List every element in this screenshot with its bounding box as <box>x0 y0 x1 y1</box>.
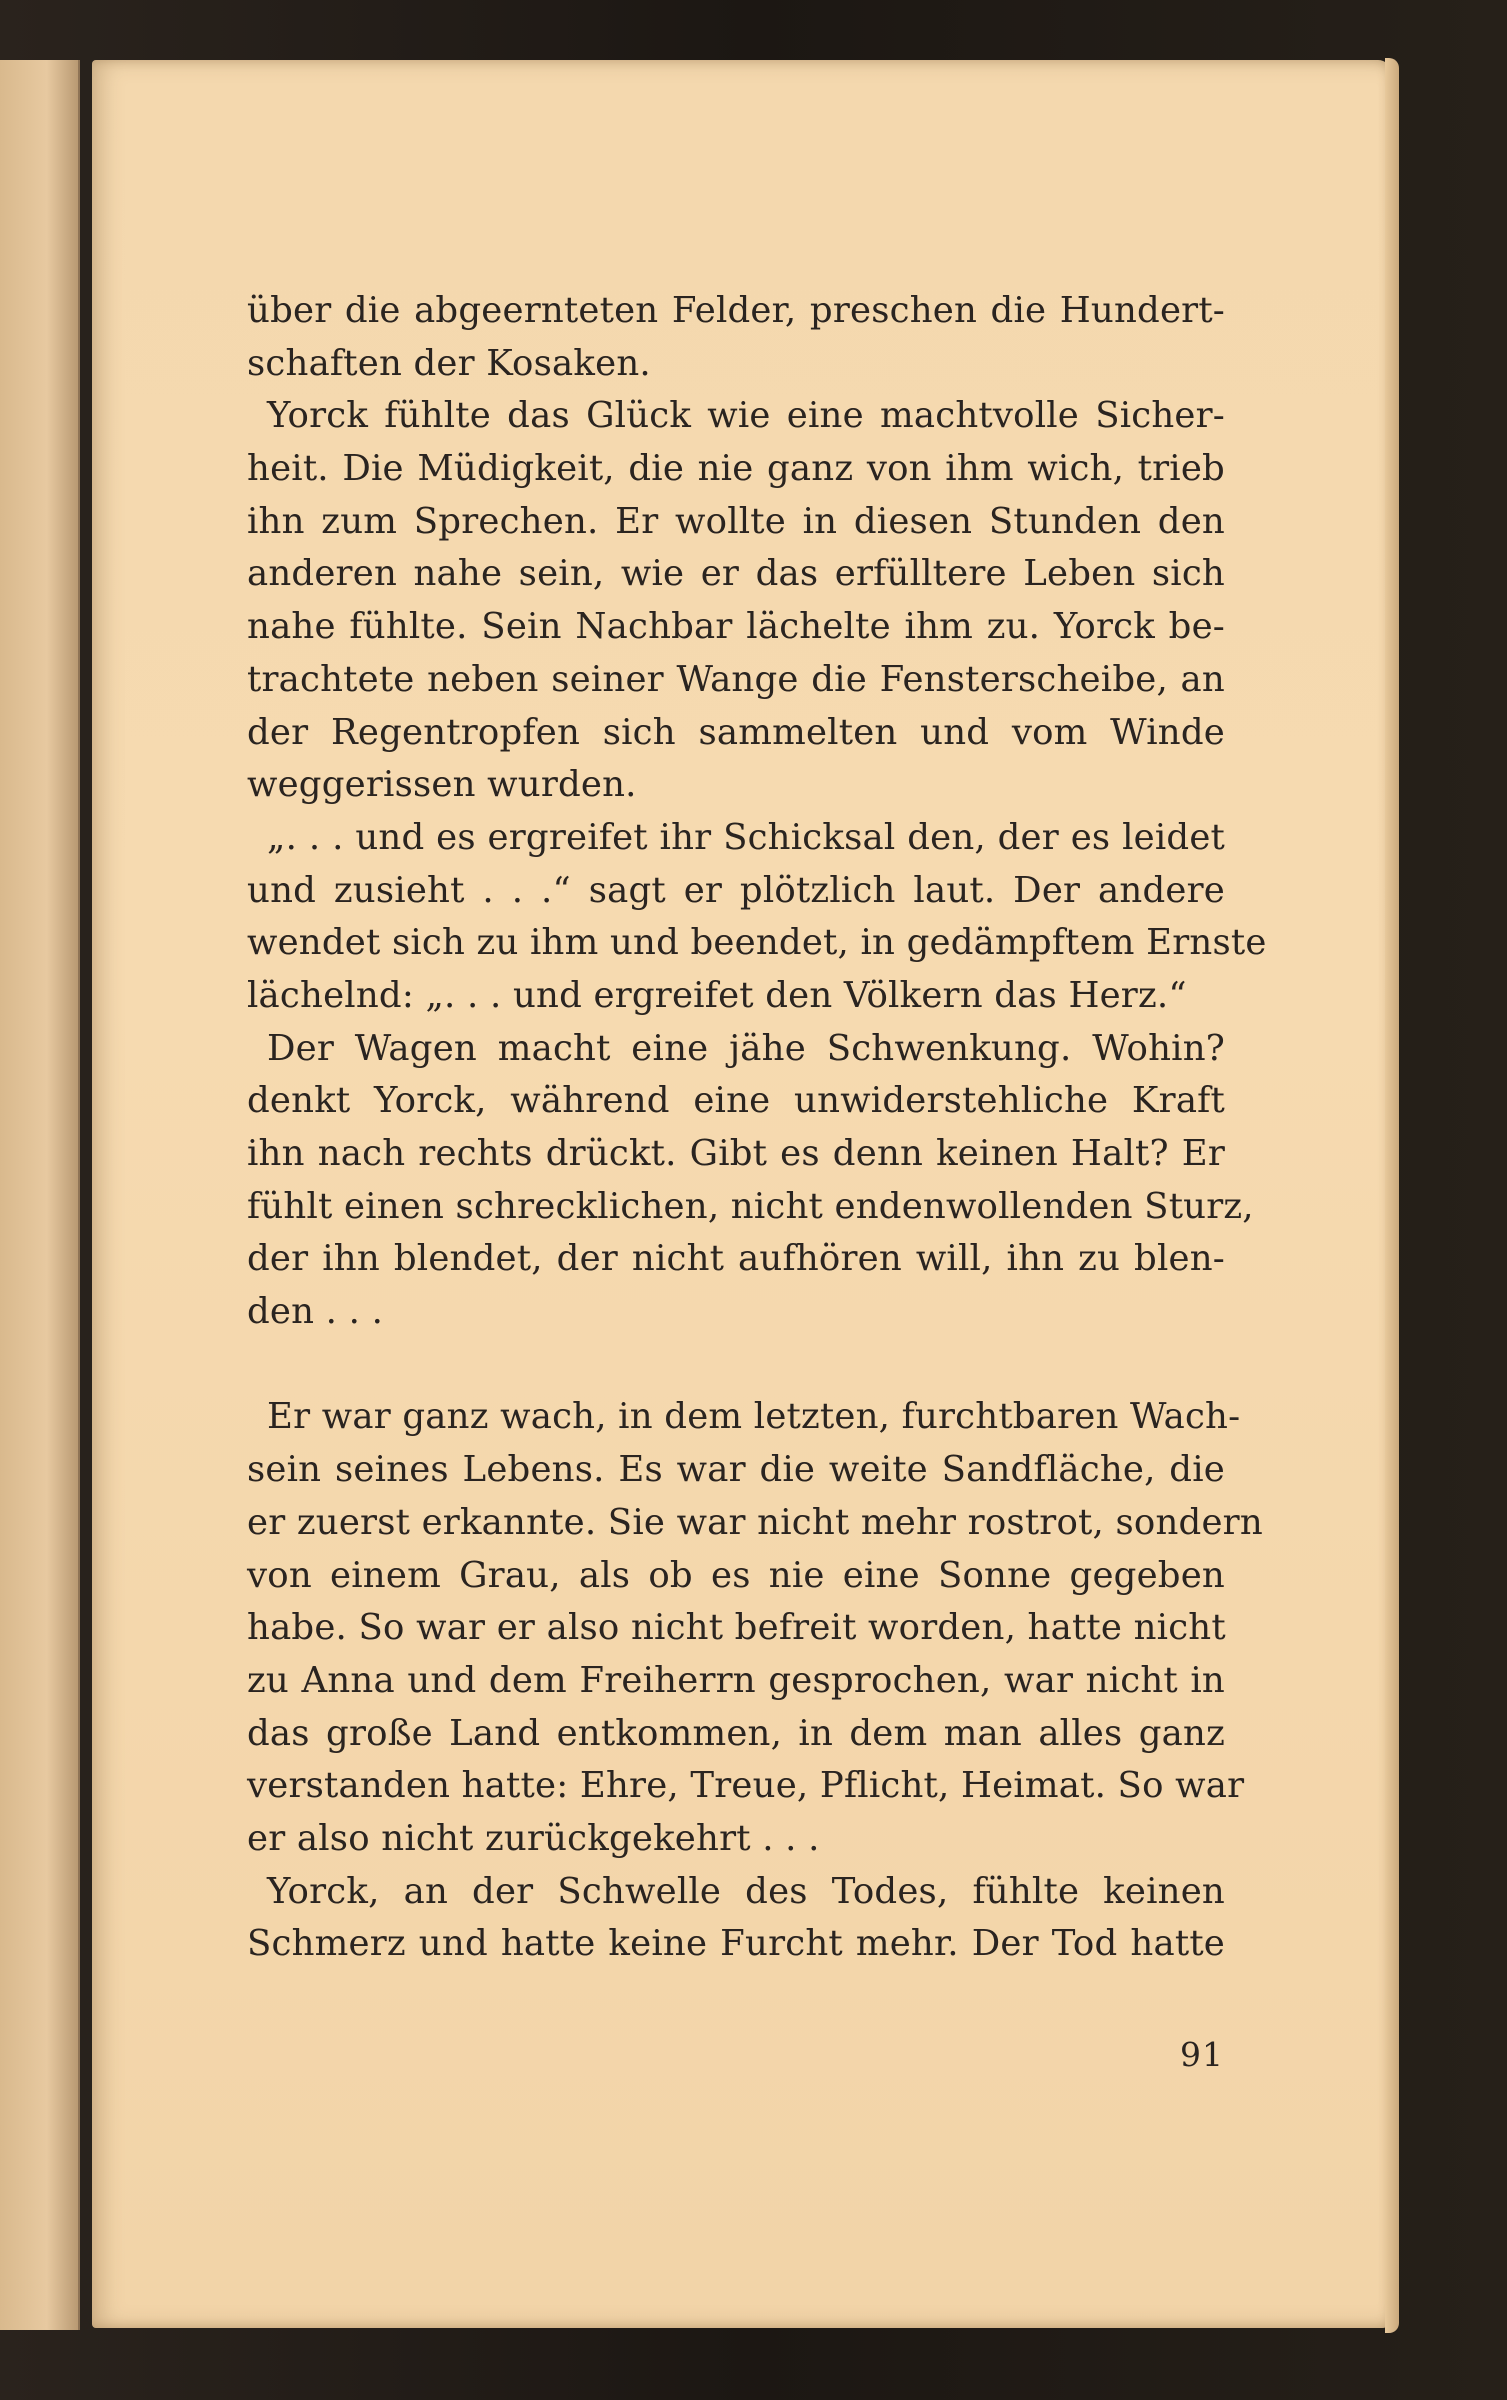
text-line: denkt Yorck, während eine unwiderstehliche Kraft <box>247 1080 1225 1122</box>
text-line: nahe fühlte. Sein Nachbar lächelte ihm zu. Yorck be- <box>247 606 1225 648</box>
text-line: sein seines Lebens. Es war die weite Sandfläche, die <box>247 1449 1225 1491</box>
paragraph-gap <box>247 1339 1225 1392</box>
text-line: verstanden hatte: Ehre, Treue, Pflicht, Heimat. So war <box>247 1765 1245 1807</box>
text-line: habe. So war er also nicht befreit worden, hatte nicht <box>247 1607 1226 1649</box>
text-line: wendet sich zu ihm und beendet, in gedämpftem Ernste <box>247 922 1267 964</box>
text-line: und zusieht . . .“ sagt er plötzlich laut. Der andere <box>247 869 1225 911</box>
text-line: Der Wagen macht eine jähe Schwenkung. Wohin? <box>267 1027 1225 1069</box>
text-line: über die abgeernteten Felder, preschen die Hundert- <box>247 290 1225 331</box>
text-line: anderen nahe sein, wie er das erfülltere Leben sich <box>247 553 1225 595</box>
body-text <box>247 285 1267 1971</box>
text-line: Yorck, an der Schwelle des Todes, fühlte keinen <box>267 1870 1225 1912</box>
text-line: trachtete neben seiner Wange die Fensterscheibe, an <box>247 658 1225 700</box>
text-line: lächelnd: „. . . und ergreifet den Völkern das Herz.“ <box>247 974 1187 1016</box>
page-number: 91 <box>1180 2035 1224 2074</box>
text-line: Schmerz und hatte keine Furcht mehr. Der Tod hatte <box>247 1923 1225 1965</box>
text-line: ihn zum Sprechen. Er wollte in diesen Stunden den <box>247 500 1225 542</box>
text-line: schaften der Kosaken. <box>247 342 651 384</box>
text-line: fühlt einen schrecklichen, nicht endenwollenden Sturz, <box>247 1185 1254 1227</box>
text-line: zu Anna und dem Freiherrn gesprochen, war nicht in <box>247 1659 1225 1701</box>
text-line: er zuerst erkannte. Sie war nicht mehr rostrot, sondern <box>247 1501 1263 1543</box>
text-line: Er war ganz wach, in dem letzten, furchtbaren Wach- <box>267 1396 1241 1438</box>
text-line: der Regentropfen sich sammelten und vom Winde <box>247 711 1225 753</box>
text-line: der ihn blendet, der nicht aufhören will, ihn zu blen- <box>247 1238 1225 1280</box>
text-line: den . . . <box>247 1291 384 1333</box>
text-line: er also nicht zurückgekehrt . . . <box>247 1817 820 1859</box>
text-line: „. . . und es ergreifet ihr Schicksal den, der es leidet <box>267 816 1225 858</box>
text-line: ihn nach rechts drückt. Gibt es denn keinen Halt? Er <box>247 1133 1225 1174</box>
text-line: das große Land entkommen, in dem man alles ganz <box>247 1712 1225 1754</box>
text-line: heit. Die Müdigkeit, die nie ganz von ihm wich, trieb <box>247 448 1225 490</box>
facing-page-edge <box>0 60 80 2330</box>
text-line: Yorck fühlte das Glück wie eine machtvolle Sicher- <box>267 395 1225 437</box>
text-line: weggerissen wurden. <box>247 764 637 806</box>
text-line: von einem Grau, als ob es nie eine Sonne gegeben <box>247 1554 1225 1596</box>
page-edge-shadow <box>1385 58 1399 2333</box>
